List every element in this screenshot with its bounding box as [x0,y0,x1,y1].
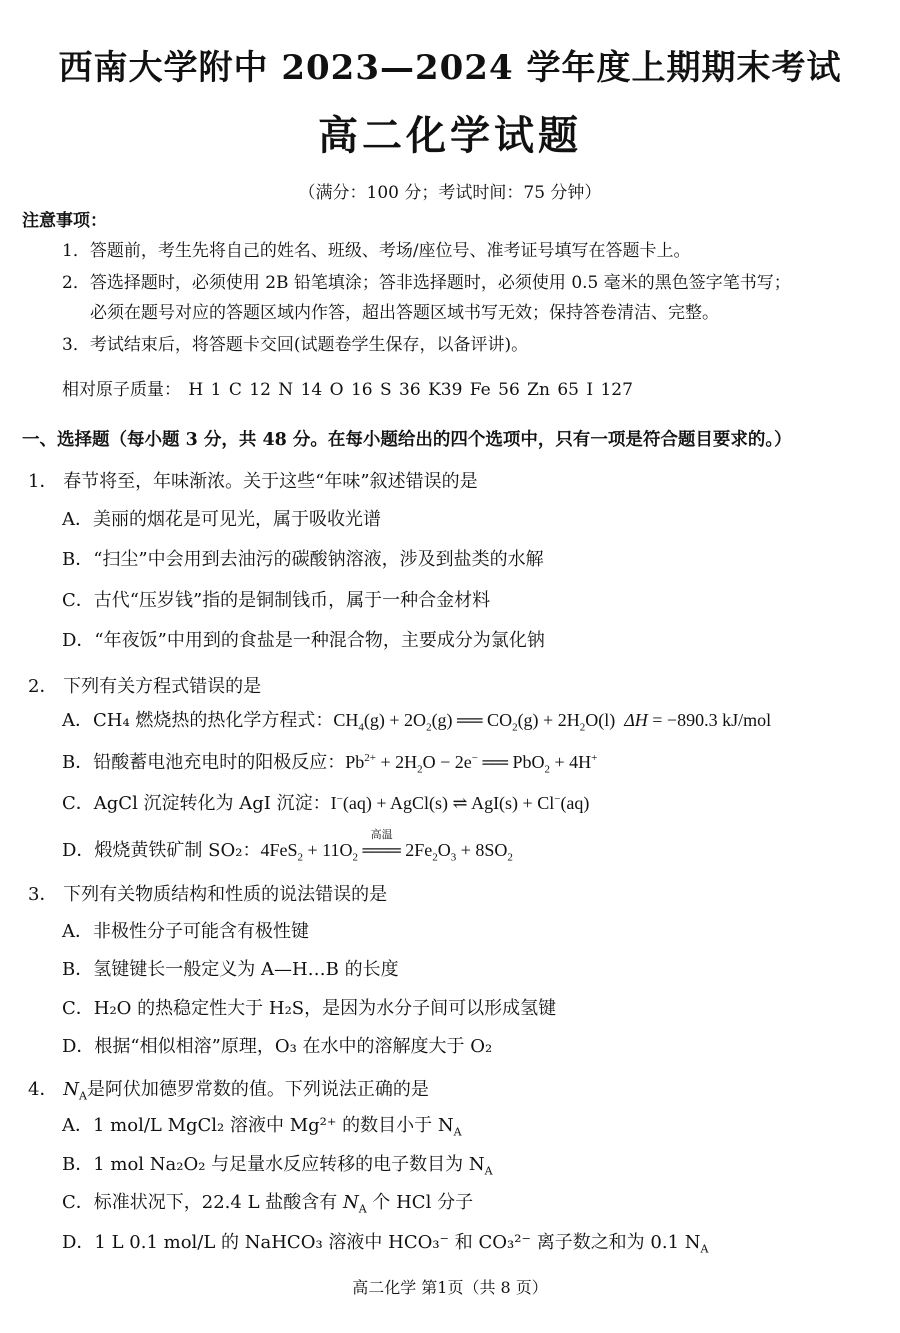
question-4-option-b: B．1 mol Na₂O₂ 与足量水反应转移的电子数目为 $N_A$ [62,1154,493,1178]
equation-b: $Pb^{2+} + 2H_2O - 2e^-$ ══ PbO$_2$ + 4H+ [345,752,598,776]
exam-subtitle: 高二化学试题 [318,112,582,159]
notice-item-2: 2．答选择题时，必须使用 2B 铅笔填涂；答非选择题时，必须使用 0.5 毫米的黑色签字笔书写； [62,273,791,293]
exam-title: 西南大学附中 2023—2024 学年度上期期末考试 [58,48,842,88]
page-footer: 高二化学 第1页（共 8 页） [352,1278,548,1297]
question-4-option-c: C．标准状况下，22.4 L 盐酸含有 $N_A$ 个 HCl 分子 [62,1192,474,1216]
question-1-option-d: D．“年夜饭”中用到的食盐是一种混合物，主要成分为氯化钠 [62,630,545,651]
question-1-option-a: A．美丽的烟花是可见光，属于吸收光谱 [62,509,381,530]
question-3-option-c: C．H₂O 的热稳定性大于 H₂S，是因为水分子间可以形成氢键 [62,998,557,1019]
question-1-stem: 1． 春节将至，年味渐浓。关于这些“年味”叙述错误的是 [28,471,478,492]
equation-a: $CH_4(g) + 2O_2(g)$ ══ $CO_2(g) + 2H_2O(l) \Delta H = -890.3$ kJ/mol [333,710,772,734]
equation-d: $4FeS_2 + 11O_2$ 高温 ═══ $2Fe_2O_3 + 8SO_2$ [260,840,512,860]
option-d-prefix: D．煅烧黄铁矿制 SO₂： [62,840,261,861]
question-4-option-a: A．1 mol/L MgCl₂ 溶液中 Mg²⁺ 的数目小于 $N_A$ [62,1115,462,1139]
question-4-option-d: D．1 L 0.1 mol/L 的 NaHCO₃ 溶液中 HCO₃⁻ 和 CO₃²⁻ 离子数之和为 0.1 $N_A$ [62,1232,709,1256]
question-2-stem: 2． 下列有关方程式错误的是 [28,676,262,697]
section-heading: 一、选择题（每小题 3 分，共 48 分。在每小题给出的四个选项中，只有一项是符合题目要求的。） [22,430,792,450]
question-4-stem: 4． $N_A$是阿伏加德罗常数的值。下列说法正确的是 [28,1079,429,1103]
question-2-option-b [62,748,597,776]
question-4-stem-text: 是阿伏加德罗常数的值。下列说法正确的是 [86,1079,429,1100]
option-b-prefix: B．铅酸蓄电池充电时的阳极反应： [62,752,346,773]
question-2-option-c [62,789,589,815]
question-3-stem: 3． 下列有关物质结构和性质的说法错误的是 [28,884,388,905]
option-a-prefix: A．CH₄ 燃烧热的热化学方程式： [62,710,334,731]
question-1-option-c: C．古代“压岁钱”指的是铜制钱币，属于一种合金材料 [62,590,491,611]
option-c-prefix: C．AgCl 沉淀转化为 AgI 沉淀： [62,793,331,814]
exam-info: （满分：100 分；考试时间：75 分钟） [298,183,602,203]
notice-heading: 注意事项： [22,211,107,231]
question-2-option-d [62,829,513,864]
question-1-option-b: B．“扫尘”中会用到去油污的碳酸钠溶液，涉及到盐类的水解 [62,549,544,570]
atomic-masses: 相对原子质量： H 1 C 12 N 14 O 16 S 36 K39 Fe 56 Zn 65 I 127 [62,380,633,400]
question-3-option-d: D．根据“相似相溶”原理，O₃ 在水中的溶解度大于 O₂ [62,1036,493,1057]
notice-item-2-cont: 必须在题号对应的答题区域内作答，超出答题区域书写无效；保持答卷清洁、完整。 [90,303,719,323]
notice-item-1: 1．答题前，考生先将自己的姓名、班级、考场/座位号、准考证号填写在答题卡上。 [62,241,691,261]
notice-item-3: 3．考试结束后，将答题卡交回(试题卷学生保存，以备评讲)。 [62,335,529,355]
question-2-option-a [62,706,771,734]
question-3-option-a: A．非极性分子可能含有极性键 [62,921,309,942]
equation-c: I−(aq) + AgCl(s) ⇌ AgI(s) + Cl−(aq) [330,793,590,813]
reaction-condition: 高温 [370,829,393,841]
question-3-option-b: B．氢键键长一般定义为 A—H…B 的长度 [62,959,399,980]
